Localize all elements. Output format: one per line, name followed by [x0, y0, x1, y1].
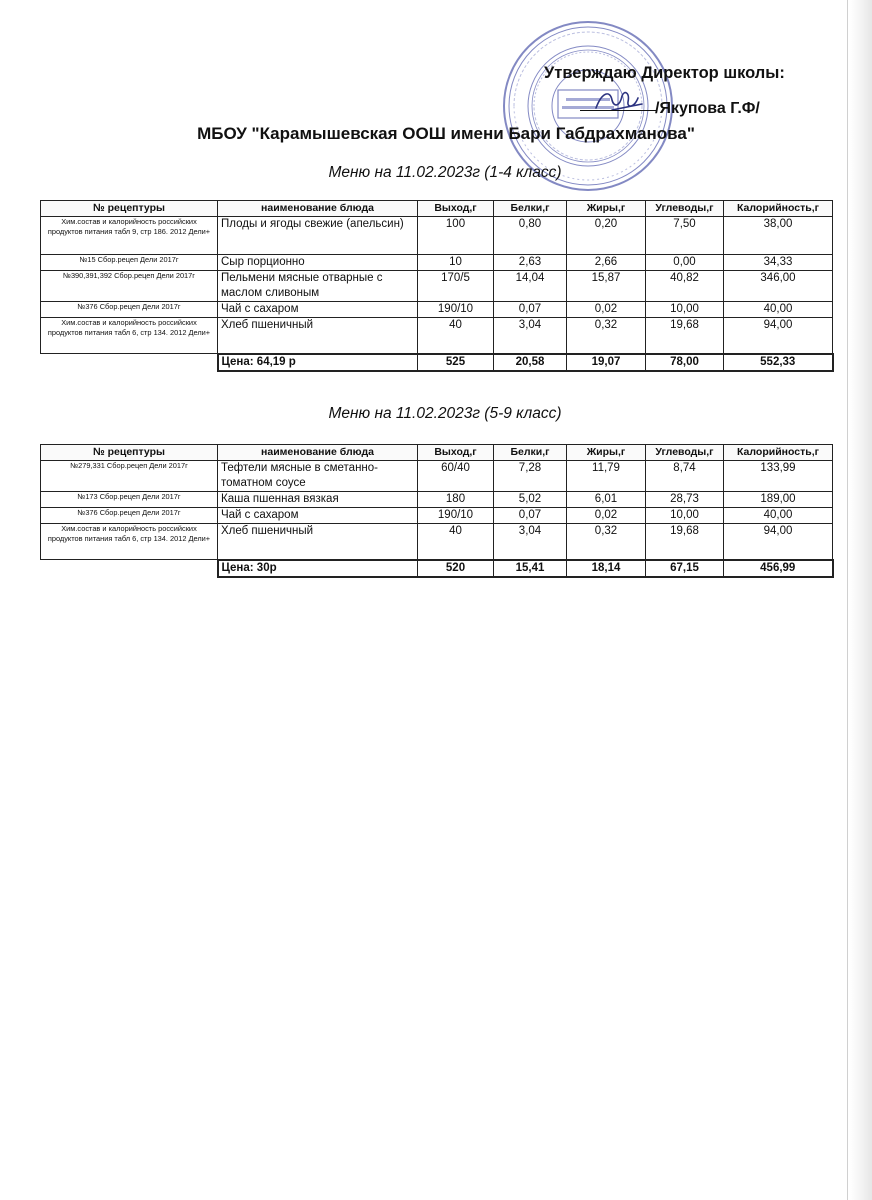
total-output: 520 [418, 560, 494, 577]
output-value: 170/5 [418, 271, 494, 302]
recipe-ref: Хим.состав и калорийность российских продуктов питания табл 6, стр 134. 2012 Дели+ [41, 524, 218, 560]
carbs-value: 10,00 [646, 302, 724, 318]
calories-value: 40,00 [724, 302, 833, 318]
calories-value: 189,00 [724, 492, 833, 508]
recipe-ref: №376 Сбор.рецеп Дели 2017г [41, 302, 218, 318]
protein-value: 0,07 [494, 508, 567, 524]
table-row [41, 318, 833, 354]
protein-value: 3,04 [494, 524, 567, 560]
fat-value: 0,02 [567, 508, 646, 524]
total-carbs: 67,15 [646, 560, 724, 577]
fat-value: 0,32 [567, 318, 646, 354]
output-value: 100 [418, 217, 494, 255]
total-row [41, 560, 833, 577]
output-value: 60/40 [418, 461, 494, 492]
protein-value: 5,02 [494, 492, 567, 508]
price-label: Цена: 30р [218, 560, 418, 577]
calories-value: 94,00 [724, 524, 833, 560]
protein-value: 2,63 [494, 255, 567, 271]
calories-value: 34,33 [724, 255, 833, 271]
col-header-fat: Жиры,г [567, 445, 646, 461]
carbs-value: 10,00 [646, 508, 724, 524]
carbs-value: 28,73 [646, 492, 724, 508]
col-header-calories: Калорийность,г [724, 201, 833, 217]
school-title: МБОУ "Карамышевская ООШ имени Бари Габдрахманова" [197, 124, 695, 143]
output-value: 10 [418, 255, 494, 271]
output-value: 190/10 [418, 302, 494, 318]
price-label: Цена: 64,19 р [218, 354, 418, 371]
output-value: 40 [418, 524, 494, 560]
carbs-value: 40,82 [646, 271, 724, 302]
table-row [41, 524, 833, 560]
dish-name: Чай с сахаром [218, 508, 418, 524]
fat-value: 0,20 [567, 217, 646, 255]
table-row [41, 461, 833, 492]
total-blank-cell [41, 354, 218, 371]
protein-value: 0,07 [494, 302, 567, 318]
recipe-ref: Хим.состав и калорийность российских продуктов питания табл 9, стр 186. 2012 Дели+ [41, 217, 218, 255]
col-header-output: Выход,г [418, 201, 494, 217]
table-row [41, 271, 833, 302]
col-header-protein: Белки,г [494, 445, 567, 461]
total-output: 525 [418, 354, 494, 371]
dish-name: Хлеб пшеничный [218, 318, 418, 354]
total-carbs: 78,00 [646, 354, 724, 371]
dish-name: Хлеб пшеничный [218, 524, 418, 560]
col-header-calories: Калорийность,г [724, 445, 833, 461]
fat-value: 6,01 [567, 492, 646, 508]
recipe-ref: Хим.состав и калорийность российских продуктов питания табл 6, стр 134. 2012 Дели+ [41, 318, 218, 354]
col-header-recipe: № рецептуры [41, 445, 218, 461]
fat-value: 0,02 [567, 302, 646, 318]
col-header-output: Выход,г [418, 445, 494, 461]
col-header-dish: наименование блюда [218, 445, 418, 461]
total-fat: 18,14 [567, 560, 646, 577]
col-header-fat: Жиры,г [567, 201, 646, 217]
carbs-value: 8,74 [646, 461, 724, 492]
menu-1-title: Меню на 11.02.2023г (1-4 класс) [328, 164, 562, 181]
fat-value: 0,32 [567, 524, 646, 560]
col-header-carbs: Углеводы,г [646, 201, 724, 217]
menu-2-title: Меню на 11.02.2023г (5-9 класс) [328, 405, 562, 422]
table-row [41, 492, 833, 508]
fat-value: 2,66 [567, 255, 646, 271]
calories-value: 346,00 [724, 271, 833, 302]
table-row [41, 217, 833, 255]
protein-value: 7,28 [494, 461, 567, 492]
total-protein: 20,58 [494, 354, 567, 371]
total-row [41, 354, 833, 371]
dish-name: Тефтели мясные в сметанно-томатном соусе [218, 461, 418, 492]
carbs-value: 19,68 [646, 318, 724, 354]
table-row [41, 255, 833, 271]
calories-value: 94,00 [724, 318, 833, 354]
protein-value: 3,04 [494, 318, 567, 354]
director-name: /Якупова Г.Ф/ [655, 100, 760, 117]
total-calories: 552,33 [724, 354, 833, 371]
col-header-dish: наименование блюда [218, 201, 418, 217]
output-value: 180 [418, 492, 494, 508]
calories-value: 40,00 [724, 508, 833, 524]
recipe-ref: №15 Сбор.рецеп Дели 2017г [41, 255, 218, 271]
output-value: 40 [418, 318, 494, 354]
col-header-carbs: Углеводы,г [646, 445, 724, 461]
table-header-row [41, 445, 833, 461]
col-header-protein: Белки,г [494, 201, 567, 217]
output-value: 190/10 [418, 508, 494, 524]
dish-name: Пельмени мясные отварные с маслом сливоным [218, 271, 418, 302]
calories-value: 133,99 [724, 461, 833, 492]
protein-value: 0,80 [494, 217, 567, 255]
director-signature [582, 86, 662, 116]
carbs-value: 0,00 [646, 255, 724, 271]
approval-text: Утверждаю Директор школы: [544, 64, 785, 82]
col-header-recipe: № рецептуры [41, 201, 218, 217]
table-row [41, 302, 833, 318]
total-calories: 456,99 [724, 560, 833, 577]
recipe-ref: №376 Сбор.рецеп Дели 2017г [41, 508, 218, 524]
dish-name: Каша пшенная вязкая [218, 492, 418, 508]
protein-value: 14,04 [494, 271, 567, 302]
total-protein: 15,41 [494, 560, 567, 577]
recipe-ref: №173 Сбор.рецеп Дели 2017г [41, 492, 218, 508]
carbs-value: 7,50 [646, 217, 724, 255]
table-row [41, 508, 833, 524]
fat-value: 15,87 [567, 271, 646, 302]
total-fat: 19,07 [567, 354, 646, 371]
dish-name: Чай с сахаром [218, 302, 418, 318]
table-header-row [41, 201, 833, 217]
recipe-ref: №279,331 Сбор.рецеп Дели 2017г [41, 461, 218, 492]
menu-2-table [40, 444, 834, 578]
recipe-ref: №390,391,392 Сбор.рецеп Дели 2017г [41, 271, 218, 302]
dish-name: Плоды и ягоды свежие (апельсин) [218, 217, 418, 255]
fat-value: 11,79 [567, 461, 646, 492]
carbs-value: 19,68 [646, 524, 724, 560]
signature-line [580, 110, 656, 111]
calories-value: 38,00 [724, 217, 833, 255]
total-blank-cell [41, 560, 218, 577]
menu-1-table [40, 200, 834, 372]
dish-name: Сыр порционно [218, 255, 418, 271]
